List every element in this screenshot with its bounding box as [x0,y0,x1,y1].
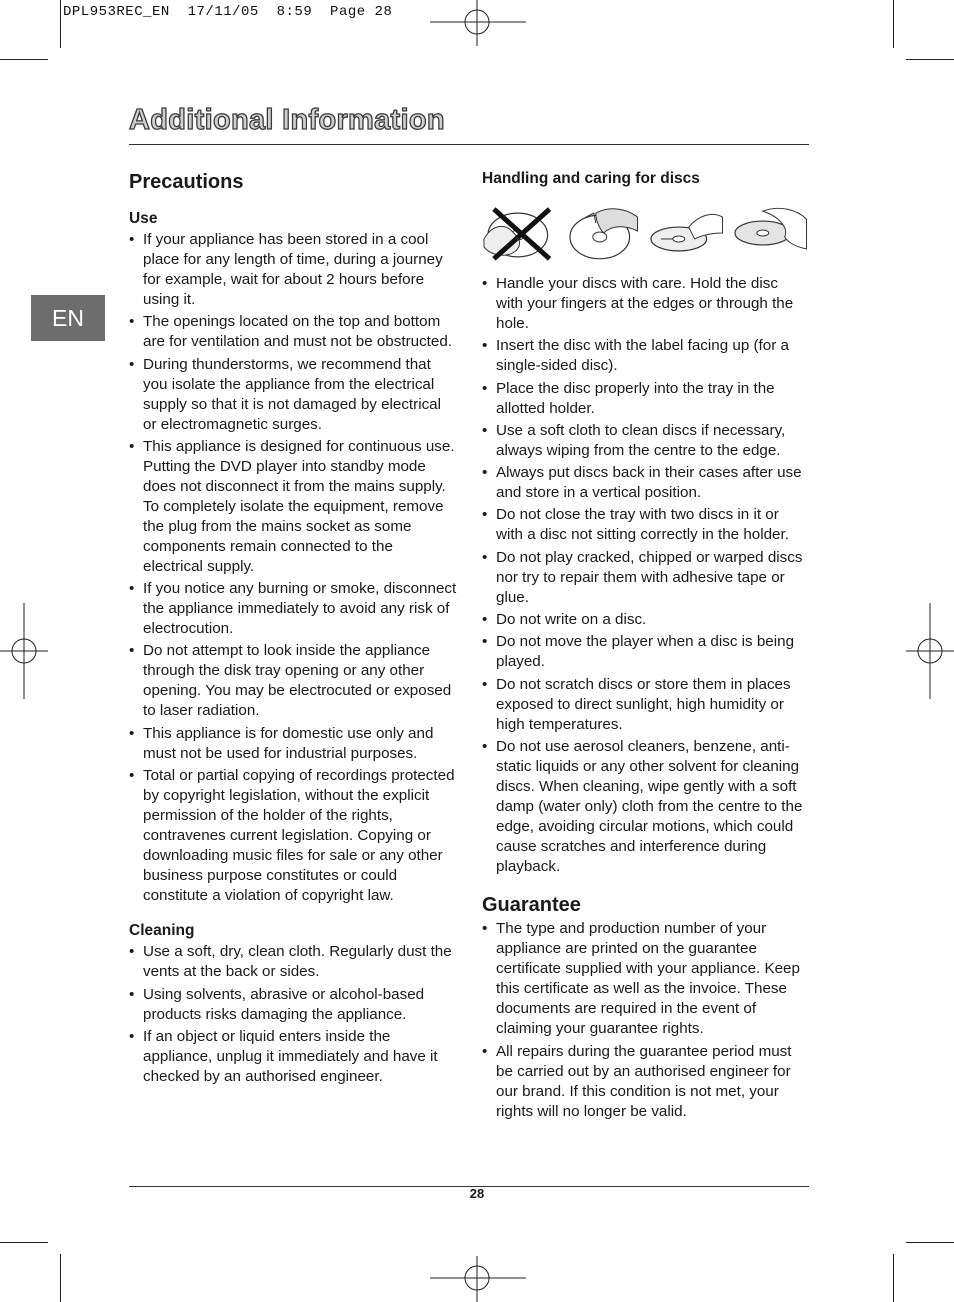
list-item: • The type and production number of your appliance are printed on the guarantee certificate supplied with your appliance. Keep this certificate as well as the invoice. These documents are required in the event of claiming your guarantee rights. [482,919,808,1039]
crop-mark [0,59,48,60]
cleaning-list [129,942,457,1087]
crop-mark [60,1254,61,1302]
registration-mark-icon [430,1256,526,1302]
list-item: • All repairs during the guarantee period must be carried out by an authorised engineer for our brand. If this condition is not met, your rights will no longer be valid. [482,1042,808,1122]
guarantee-heading: Guarantee [482,894,581,917]
use-list [129,230,457,906]
list-item: • Do not play cracked, chipped or warped discs nor try to repair them with adhesive tape or glue. [482,548,808,608]
crop-mark [60,0,61,48]
page-number: 28 [469,1186,485,1201]
list-item: • Total or partial copying of recordings protected by copyright legislation, without the explicit permission of the holder of the rights, contravenes current legislation. Copying or downloading music files for sale or any other business purpose constitutes or could constitute a violation of copyright law. [129,766,457,906]
list-item: • Insert the disc with the label facing up (for a single-sided disc). [482,336,808,376]
list-item: • Do not move the player when a disc is being played. [482,632,808,672]
discs-list [482,274,808,877]
crop-mark [893,0,894,48]
crop-mark [0,1242,48,1243]
crop-mark [906,1242,954,1243]
list-item: • If you notice any burning or smoke, disconnect the appliance immediately to avoid any risk of electrocution. [129,579,457,639]
list-item: • The openings located on the top and bottom are for ventilation and must not be obstructed. [129,312,457,352]
list-item: • Using solvents, abrasive or alcohol-based products risks damaging the appliance. [129,985,457,1025]
registration-mark-icon [906,603,954,699]
list-item: • Do not use aerosol cleaners, benzene, anti-static liquids or any other solvent for cleaning discs. When cleaning, wipe gently with a soft damp (water only) cloth from the centre to the edge, avoiding circular motions, which could cause scratches and interference during playback. [482,737,808,877]
list-item: • This appliance is designed for continuous use. Putting the DVD player into standby mode does not disconnect it from the mains supply. To completely isolate the equipment, remove the plug from the mains socket as some components remain connected to the electrical supply. [129,437,457,577]
list-item: • Place the disc properly into the tray in the allotted holder. [482,379,808,419]
list-item: • During thunderstorms, we recommend that you isolate the appliance from the electrical supply so that it is not damaged by electrical or electromagnetic surges. [129,355,457,435]
discs-heading: Handling and caring for discs [482,170,700,187]
title-rule [129,144,809,145]
right-column [482,168,808,1124]
list-item: • Do not write on a disc. [482,610,808,630]
page-title: Additional Information [129,104,445,136]
crop-mark [906,59,954,60]
list-item: • Do not scratch discs or store them in places exposed to direct sunlight, high humidity or high temperatures. [482,675,808,735]
disc-edge-hold-icon [733,203,809,263]
list-item: • This appliance is for domestic use only and must not be used for industrial purposes. [129,724,457,764]
crop-mark [893,1254,894,1302]
list-item: • If your appliance has been stored in a cool place for any length of time, during a journey for example, wait for about 2 hours before using it. [129,230,457,310]
left-column [129,168,457,1089]
cleaning-heading: Cleaning [129,922,195,940]
guarantee-list [482,919,808,1121]
list-item: • Use a soft, dry, clean cloth. Regularly dust the vents at the back or sides. [129,942,457,982]
list-item: • Use a soft cloth to clean discs if necessary, always wiping from the centre to the edge. [482,421,808,461]
registration-mark-icon [430,0,526,46]
use-heading: Use [129,210,158,227]
precautions-heading: Precautions [129,171,244,193]
list-item: • If an object or liquid enters inside the appliance, unplug it immediately and have it checked by an authorised engineer. [129,1027,457,1087]
print-slug: DPL953REC_EN 17/11/05 8:59 Page 28 [63,4,393,20]
registration-mark-icon [0,603,48,699]
list-item: • Always put discs back in their cases after use and store in a vertical position. [482,463,808,503]
disc-handling-illustrations [482,202,808,264]
language-tab: EN [31,295,105,341]
wiping-disc-icon [649,203,725,263]
list-item: • Do not close the tray with two discs in it or with a disc not sitting correctly in the holder. [482,505,808,545]
list-item: • Do not attempt to look inside the appliance through the disk tray opening or any other opening. You may be electrocuted or exposed to laser radiation. [129,641,457,721]
wrong-handling-icon [482,203,558,263]
list-item: • Handle your discs with care. Hold the disc with your fingers at the edges or through the hole. [482,274,808,334]
correct-handling-icon [566,203,642,263]
